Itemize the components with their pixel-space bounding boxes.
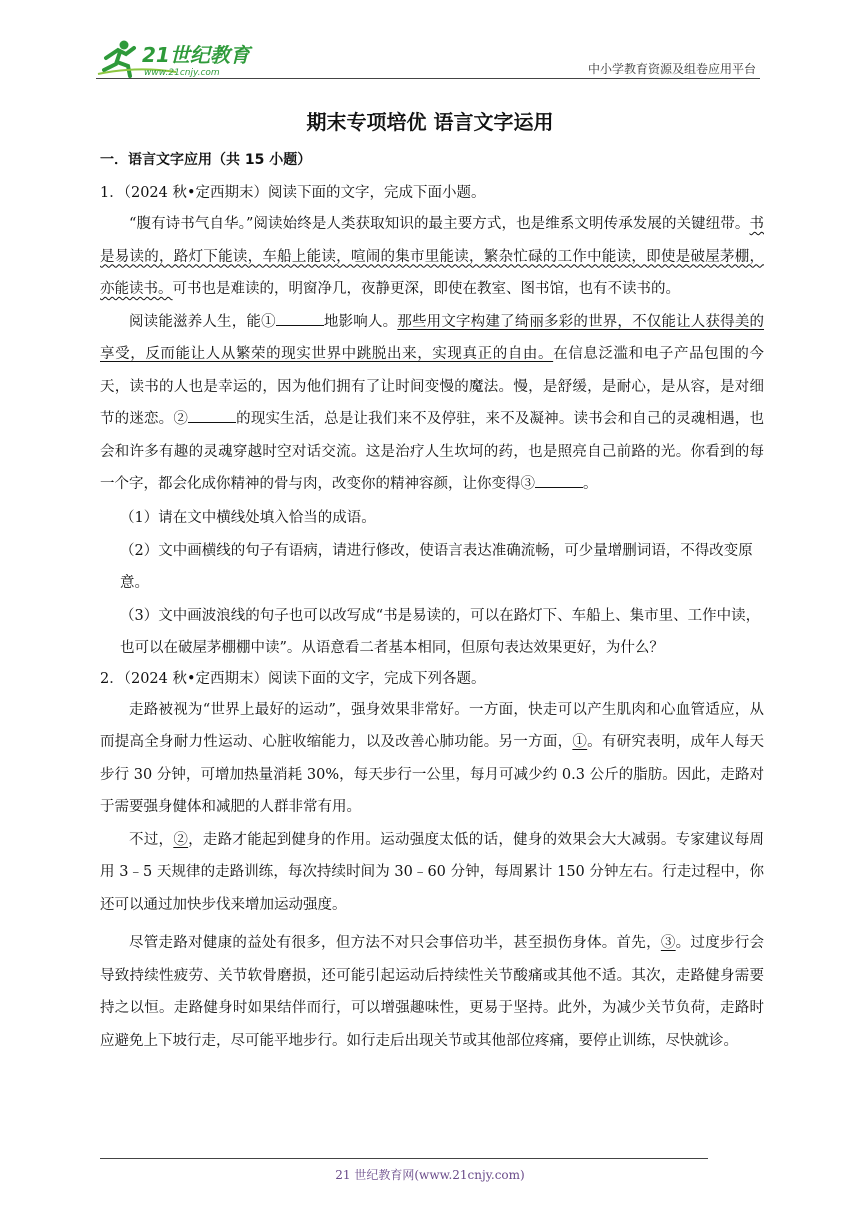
section-heading: 一．语言文字应用（共 15 小题） [100,152,312,168]
svg-text:21世纪教育: 21世纪教育 [142,43,250,67]
question-2-paragraph-2 [100,824,764,922]
content-body [100,146,764,1057]
q1-p1-text-end: 可书也是难读的，明窗净几，夜静更深，即使在教室、图书馆，也有不读书的。 [172,281,680,297]
q1-p2-text-c: 在信息泛滥和电子产品包围的今天，读书的人也是幸运的，因为他们拥有了让时间变慢的魔法。慢，是舒缓，是耐心，是从容，是对细节的迷恋。② [100,346,764,427]
question-1-paragraph-1 [100,208,764,306]
blank-marker-2: ② [173,831,189,848]
question-2-paragraph-3 [100,927,764,1057]
q1-wavy-sentence: 书是易读的，路灯下能读，车船上能读，喧闹的集市里能读，繁杂忙碌的工作中能读，即使是破屋茅棚，亦能读书。 [100,216,764,297]
site-logo [96,36,266,80]
blank-3[interactable] [535,473,583,488]
question-1-stem: 1．（2024 秋•定西期末）阅读下面的文字，完成下面小题。 [100,185,486,201]
page-title: 期末专项培优 语言文字运用 [306,110,554,134]
q1-p2-text-b: 地影响人。 [323,313,398,330]
svg-text:www.21cnjy.com: www.21cnjy.com [144,68,220,78]
q2-p3-text-b: 。过度步行会导致持续性疲劳、关节软骨磨损，还可能引起运动后持续性关节酸痛或其他不适。其次，走路健身需要持之以恒。走路健身时如果结伴而行，可以增强趣味性，更易于坚持。此外，为减少关节负荷，走路时应避免上下坡行走，尽可能平地步行。如行走后出现关节或其他部位疼痛，要停止训练，尽快就诊。 [100,935,765,1049]
question-1-paragraph-2 [100,306,764,501]
q2-p3-text: 尽管走路对健康的益处有很多，但方法不对只会事倍功半，甚至损伤身体。首先， [129,935,661,951]
question-1-sub-1: （1）请在文中横线处填入恰当的成语。 [120,509,376,526]
q2-p1-text: 走路被视为“世界上最好的运动”，强身效果非常好。一方面，快走可以产生肌肉和心血管适应，从而提高全身耐力性运动、心脏收缩能力，以及改善心肺功能。另一方面， [100,701,764,750]
q1-underlined-sentence: 那些用文字构建了绮丽多彩的世界，不仅能让人获得美的享受，反而能让人从繁荣的现实世界中跳脱出来，实现真正的自由。 [100,313,765,362]
q2-p2-text: 不过， [129,831,174,848]
question-1-sub-3: （3）文中画波浪线的句子也可以改写成“书是易读的，可以在路灯下、车船上、集市里、工作中读，也可以在破屋茅棚棚中读”。从语意看二者基本相同，但原句表达效果更好，为什么？ [120,607,761,656]
question-1-sub-2: （2）文中画横线的句子有语病，请进行修改，使语言表达准确流畅，可少量增删词语，不得改变原意。 [120,542,753,591]
question-2-stem: 2．（2024 秋•定西期末）阅读下面的文字，完成下列各题。 [100,670,486,687]
q2-p1-text-b: 。有研究表明，成年人每天步行 30 分钟，可增加热量消耗 30%，每天步行一公里，每月可减少约 0.3 公斤的脂肪。因此，走路对于需要强身健体和减肥的人群非常有用。 [100,734,765,815]
blank-1[interactable] [276,311,324,326]
footer-divider [100,1158,708,1159]
header-divider [96,78,760,79]
q1-p1-text: “腹有诗书气自华。”阅读始终是人类获取知识的最主要方式，也是维系文明传承发展的关键纽带。 [129,216,750,232]
runner-logo-icon [96,36,266,80]
footer-site-link[interactable]: 21 世纪教育网(www.21cnjy.com) [335,1168,525,1182]
q2-p2-text-b: ，走路才能起到健身的作用。运动强度太低的话，健身的效果会大大减弱。专家建议每周用 3﹣5 天规律的走路训练，每次持续时间为 30﹣60 分钟，每周累计 150 分钟左右。行走过程中，你还可以通过加快步伐来增加运动强度。 [100,831,765,913]
header-platform-name: 中小学教育资源及组卷应用平台 [587,62,756,76]
q1-p2-text-d: 的现实生活，总是让我们来不及停驻，来不及凝神。读书会和自己的灵魂相遇，也会和许多有趣的灵魂穿越时空对话交流。这是治疗人生坎坷的药，也是照亮自己前路的光。你看到的每一个字，都会化成你精神的骨与肉，改变你的精神容颜，让你变得③ [100,411,764,492]
blank-marker-1: ① [572,734,588,750]
q1-p2-text: 阅读能滋养人生，能① [129,313,276,330]
blank-2[interactable] [188,408,236,423]
blank-marker-3: ③ [660,935,676,951]
question-2-paragraph-1 [100,694,764,824]
q1-p2-text-e: 。 [583,476,598,492]
